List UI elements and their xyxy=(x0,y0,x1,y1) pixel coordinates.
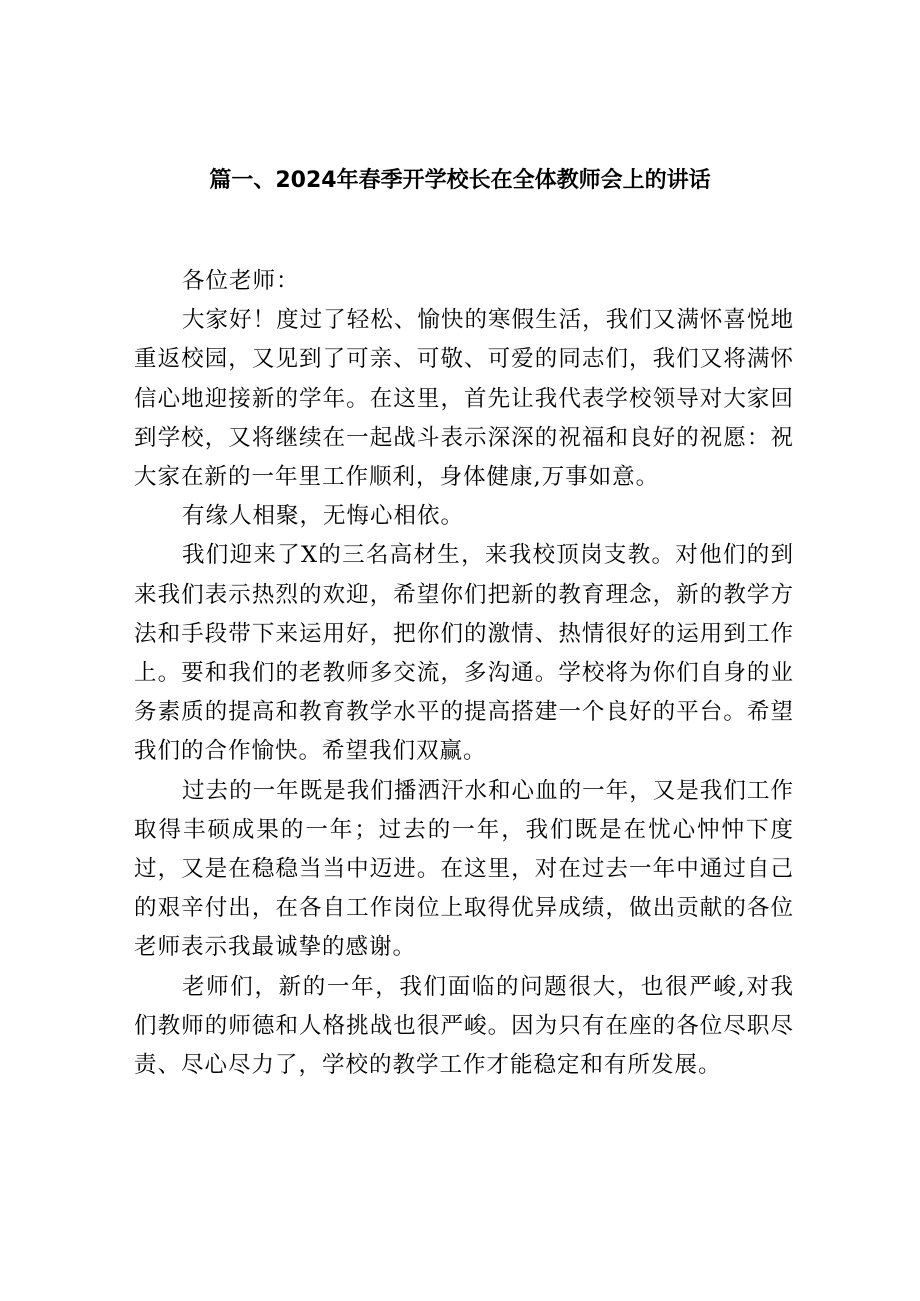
paragraph: 老师们，新的一年，我们面临的问题很大，也很严峻,对我们教师的师德和人格挑战也很严峻。因为只有在座的各位尽职尽责、尽心尽力了，学校的教学工作才能稳定和有所发展。 xyxy=(134,973,794,1079)
paragraph: 过去的一年既是我们播洒汗水和心血的一年，又是我们工作取得丰硕成果的一年；过去的一年，我们既是在忧心忡忡下度过，又是在稳稳当当中迈进。在这里，对在过去一年中通过自己的艰辛付出，在各自工作岗位上取得优异成绩，做出贡献的各位老师表示我最诚挚的感谢。 xyxy=(134,777,794,961)
paragraph: 大家好！度过了轻松、愉快的寒假生活，我们又满怀喜悦地重返校园，又见到了可亲、可敬、可爱的同志们，我们又将满怀信心地迎接新的学年。在这里，首先让我代表学校领导对大家回到学校，又将继续在一起战斗表示深深的祝福和良好的祝愿：祝大家在新的一年里工作顺利，身体健康,万事如意。 xyxy=(134,307,794,491)
paragraph: 有缘人相聚，无悔心相依。 xyxy=(182,503,465,530)
document-title: 篇一、2024年春季开学校长在全体教师会上的讲话 xyxy=(209,168,711,193)
document-body xyxy=(134,262,794,1085)
salutation: 各位老师： xyxy=(182,268,300,294)
paragraph: 我们迎来了X的三名高材生，来我校顶岗支教。对他们的到来我们表示热烈的欢迎，希望你们把新的教育理念，新的教学方法和手段带下来运用好，把你们的激情、热情很好的运用到工作上。要和我们的老教师多交流，多沟通。学校将为你们自身的业务素质的提高和教育教学水平的提高搭建一个良好的平台。希望我们的合作愉快。希望我们双赢。 xyxy=(134,542,794,765)
